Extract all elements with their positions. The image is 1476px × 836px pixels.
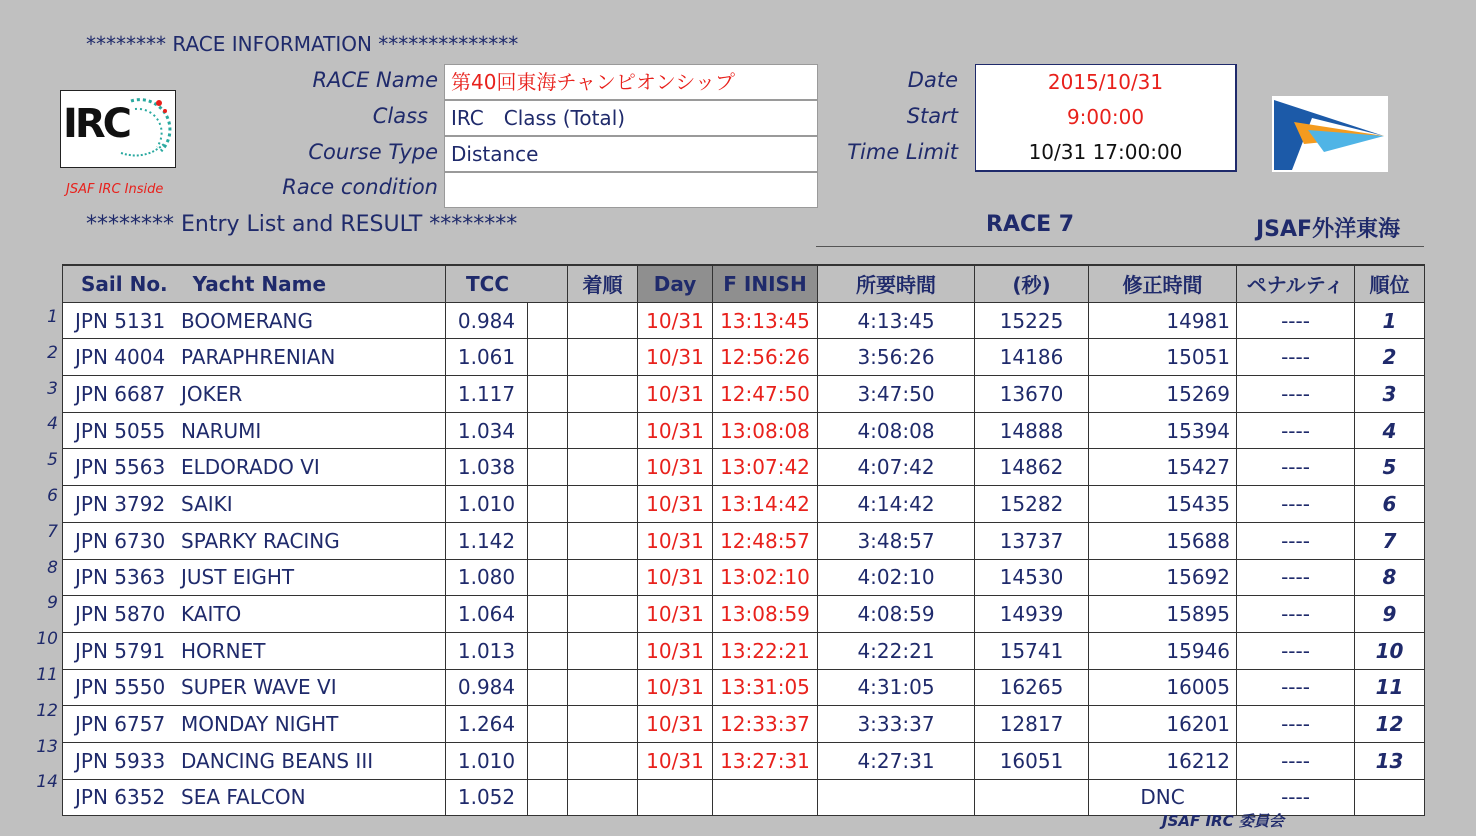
- sail-no: JPN 4004: [75, 345, 166, 370]
- spacer-cell: [528, 449, 568, 486]
- day-cell: 10/31: [638, 706, 713, 743]
- sail-yacht-cell: [63, 376, 446, 413]
- row-number: 14: [36, 772, 58, 793]
- row-number: 9: [47, 593, 58, 614]
- sail-no: JPN 5550: [75, 675, 166, 700]
- col-finish: F INISH: [713, 265, 818, 302]
- corrected-cell: 15692: [1089, 559, 1237, 596]
- sail-no: JPN 5363: [75, 565, 166, 590]
- col-yacht-name: Yacht Name: [192, 271, 327, 296]
- tcc-cell: 1.061: [446, 339, 528, 376]
- tcc-cell: 1.117: [446, 376, 528, 413]
- finish-cell: 13:08:08: [713, 412, 818, 449]
- chakujun-cell: [568, 742, 638, 779]
- chakujun-cell: [568, 302, 638, 339]
- elapsed-cell: 4:08:59: [818, 596, 975, 633]
- results-table: [62, 264, 1425, 816]
- row-number: 12: [36, 700, 58, 721]
- corrected-cell: 15895: [1089, 596, 1237, 633]
- course-type-label: Course Type: [308, 140, 438, 164]
- col-penalty: ペナルティ: [1237, 265, 1355, 302]
- sail-yacht-cell: [63, 522, 446, 559]
- rank-cell: 13: [1355, 742, 1425, 779]
- col-rank: 順位: [1355, 265, 1425, 302]
- yacht-name: PARAPHRENIAN: [181, 345, 336, 370]
- chakujun-cell: [568, 449, 638, 486]
- penalty-cell: ----: [1237, 779, 1355, 816]
- finish-cell: 13:02:10: [713, 559, 818, 596]
- elapsed-cell: 3:48:57: [818, 522, 975, 559]
- spacer-cell: [528, 706, 568, 743]
- finish-cell: 13:31:05: [713, 669, 818, 706]
- tcc-cell: 0.984: [446, 669, 528, 706]
- col-sail-yacht: [63, 265, 446, 302]
- day-cell: 10/31: [638, 486, 713, 523]
- spacer-cell: [528, 412, 568, 449]
- jsaf-logo: [1272, 96, 1388, 172]
- seconds-cell: 15225: [975, 302, 1089, 339]
- day-cell: 10/31: [638, 742, 713, 779]
- sail-no: JPN 5791: [75, 638, 166, 663]
- table-row: [63, 522, 1425, 559]
- corrected-cell: 15435: [1089, 486, 1237, 523]
- spacer-cell: [528, 559, 568, 596]
- chakujun-cell: [568, 632, 638, 669]
- class-value: IRC Class (Total): [444, 100, 818, 136]
- seconds-cell: 14530: [975, 559, 1089, 596]
- row-number: 5: [47, 450, 58, 471]
- finish-cell: [713, 779, 818, 816]
- yacht-name: NARUMI: [181, 418, 262, 443]
- sail-yacht-cell: [63, 632, 446, 669]
- sail-yacht-cell: [63, 339, 446, 376]
- time-limit-value: 10/31 17:00:00: [1028, 140, 1183, 164]
- seconds-cell: 14939: [975, 596, 1089, 633]
- sail-no: JPN 5055: [75, 418, 166, 443]
- table-row: [63, 449, 1425, 486]
- seconds-cell: 14888: [975, 412, 1089, 449]
- start-value: 9:00:00: [1066, 105, 1145, 129]
- table-row: [63, 559, 1425, 596]
- yacht-name: SPARKY RACING: [181, 528, 340, 553]
- header-divider: [816, 246, 1424, 247]
- sail-yacht-cell: [63, 412, 446, 449]
- irc-caption: JSAF IRC Inside: [66, 182, 164, 197]
- penalty-cell: ----: [1237, 559, 1355, 596]
- table-row: [63, 486, 1425, 523]
- corrected-cell: 16201: [1089, 706, 1237, 743]
- elapsed-cell: 4:13:45: [818, 302, 975, 339]
- corrected-cell: 15269: [1089, 376, 1237, 413]
- corrected-cell: 14981: [1089, 302, 1237, 339]
- spacer-cell: [528, 302, 568, 339]
- sail-no: JPN 6687: [75, 381, 166, 406]
- day-cell: 10/31: [638, 559, 713, 596]
- elapsed-cell: 4:31:05: [818, 669, 975, 706]
- seconds-cell: 13737: [975, 522, 1089, 559]
- penalty-cell: ----: [1237, 669, 1355, 706]
- table-row: [63, 339, 1425, 376]
- corrected-cell: 16212: [1089, 742, 1237, 779]
- tcc-cell: 1.034: [446, 412, 528, 449]
- seconds-cell: [975, 779, 1089, 816]
- table-row: [63, 302, 1425, 339]
- spacer-cell: [528, 669, 568, 706]
- sail-no: JPN 5933: [75, 748, 166, 773]
- col-corrected: 修正時間: [1089, 265, 1237, 302]
- rank-cell: 10: [1355, 632, 1425, 669]
- rank-cell: 9: [1355, 596, 1425, 633]
- tcc-cell: 1.080: [446, 559, 528, 596]
- date-value: 2015/10/31: [1047, 70, 1164, 94]
- finish-cell: 13:13:45: [713, 302, 818, 339]
- col-tcc: TCC: [446, 265, 568, 302]
- tcc-cell: 1.010: [446, 742, 528, 779]
- rank-cell: 3: [1355, 376, 1425, 413]
- elapsed-cell: 4:22:21: [818, 632, 975, 669]
- corrected-cell: 15394: [1089, 412, 1237, 449]
- yacht-name: BOOMERANG: [181, 308, 313, 333]
- seconds-cell: 16051: [975, 742, 1089, 779]
- seconds-cell: 15282: [975, 486, 1089, 523]
- chakujun-cell: [568, 412, 638, 449]
- table-row: [63, 376, 1425, 413]
- sail-no: JPN 5870: [75, 602, 166, 627]
- course-type-value: Distance: [444, 136, 818, 172]
- finish-cell: 12:47:50: [713, 376, 818, 413]
- tcc-cell: 1.064: [446, 596, 528, 633]
- table-row: [63, 412, 1425, 449]
- start-label: Start: [906, 104, 958, 128]
- spacer-cell: [528, 376, 568, 413]
- chakujun-cell: [568, 376, 638, 413]
- corrected-cell: 15946: [1089, 632, 1237, 669]
- sail-yacht-cell: [63, 486, 446, 523]
- footer-committee: JSAF IRC 委員会: [1162, 812, 1284, 830]
- chakujun-cell: [568, 522, 638, 559]
- spacer-cell: [528, 486, 568, 523]
- tcc-cell: 1.010: [446, 486, 528, 523]
- col-sail-no: Sail No.: [81, 271, 168, 296]
- col-chakujun: 着順: [568, 265, 638, 302]
- yacht-name: ELDORADO VI: [181, 455, 320, 480]
- race-number: RACE 7: [986, 212, 1075, 237]
- finish-cell: 13:07:42: [713, 449, 818, 486]
- row-number: 2: [47, 342, 58, 363]
- seconds-cell: 13670: [975, 376, 1089, 413]
- elapsed-cell: 4:02:10: [818, 559, 975, 596]
- yacht-name: HORNET: [181, 638, 266, 663]
- sail-no: JPN 5131: [75, 308, 166, 333]
- rank-cell: [1355, 779, 1425, 816]
- corrected-cell: 16005: [1089, 669, 1237, 706]
- seconds-cell: 16265: [975, 669, 1089, 706]
- day-cell: 10/31: [638, 669, 713, 706]
- sail-yacht-cell: [63, 706, 446, 743]
- sail-yacht-cell: [63, 449, 446, 486]
- sail-yacht-cell: [63, 596, 446, 633]
- penalty-cell: ----: [1237, 302, 1355, 339]
- race-schedule-box: [975, 64, 1237, 172]
- table-row: [63, 596, 1425, 633]
- penalty-cell: ----: [1237, 632, 1355, 669]
- sail-no: JPN 6730: [75, 528, 166, 553]
- table-row: [63, 742, 1425, 779]
- day-cell: 10/31: [638, 412, 713, 449]
- elapsed-cell: 3:56:26: [818, 339, 975, 376]
- spacer-cell: [528, 779, 568, 816]
- seconds-cell: 14862: [975, 449, 1089, 486]
- race-name-label: RACE Name: [312, 68, 438, 92]
- tcc-cell: 1.013: [446, 632, 528, 669]
- finish-cell: 12:48:57: [713, 522, 818, 559]
- penalty-cell: ----: [1237, 486, 1355, 523]
- tcc-cell: 1.052: [446, 779, 528, 816]
- chakujun-cell: [568, 596, 638, 633]
- spacer-cell: [528, 742, 568, 779]
- row-number: 6: [47, 486, 58, 506]
- col-seconds: (秒): [975, 265, 1089, 302]
- penalty-cell: ----: [1237, 706, 1355, 743]
- date-label: Date: [907, 68, 958, 92]
- row-number: 11: [36, 665, 58, 685]
- elapsed-cell: 3:47:50: [818, 376, 975, 413]
- sail-no: JPN 6757: [75, 712, 166, 737]
- rank-cell: 7: [1355, 522, 1425, 559]
- row-number: 4: [47, 414, 58, 435]
- sail-yacht-cell: [63, 779, 446, 816]
- sail-yacht-cell: [63, 559, 446, 596]
- yacht-name: JUST EIGHT: [181, 565, 295, 590]
- race-name-value: 第40回東海チャンピオンシップ: [444, 64, 818, 100]
- tcc-cell: 1.038: [446, 449, 528, 486]
- time-limit-label: Time Limit: [847, 140, 958, 164]
- day-cell: 10/31: [638, 522, 713, 559]
- corrected-cell: 15051: [1089, 339, 1237, 376]
- spacer-cell: [528, 632, 568, 669]
- day-cell: 10/31: [638, 632, 713, 669]
- finish-cell: 12:56:26: [713, 339, 818, 376]
- yacht-name: MONDAY NIGHT: [181, 712, 339, 737]
- rank-cell: 11: [1355, 669, 1425, 706]
- yacht-name: SEA FALCON: [181, 785, 306, 810]
- table-row: [63, 669, 1425, 706]
- corrected-cell: 15688: [1089, 522, 1237, 559]
- yacht-name: JOKER: [181, 381, 243, 406]
- chakujun-cell: [568, 486, 638, 523]
- penalty-cell: ----: [1237, 449, 1355, 486]
- seconds-cell: 12817: [975, 706, 1089, 743]
- tcc-cell: 1.142: [446, 522, 528, 559]
- finish-cell: 13:08:59: [713, 596, 818, 633]
- finish-cell: 13:14:42: [713, 486, 818, 523]
- row-number: 8: [47, 557, 58, 578]
- rank-cell: 5: [1355, 449, 1425, 486]
- row-number: 3: [47, 378, 58, 399]
- elapsed-cell: [818, 779, 975, 816]
- penalty-cell: ----: [1237, 742, 1355, 779]
- chakujun-cell: [568, 559, 638, 596]
- seconds-cell: 15741: [975, 632, 1089, 669]
- day-cell: 10/31: [638, 376, 713, 413]
- day-cell: 10/31: [638, 302, 713, 339]
- organizer: JSAF外洋東海: [1256, 217, 1401, 242]
- rank-cell: 8: [1355, 559, 1425, 596]
- irc-logo-text: IRC: [63, 101, 130, 147]
- tcc-cell: 0.984: [446, 302, 528, 339]
- sail-yacht-cell: [63, 742, 446, 779]
- row-number: 13: [36, 736, 58, 757]
- day-cell: 10/31: [638, 449, 713, 486]
- yacht-name: SAIKI: [181, 491, 233, 516]
- penalty-cell: ----: [1237, 376, 1355, 413]
- sail-yacht-cell: [63, 302, 446, 339]
- col-elapsed: 所要時間: [818, 265, 975, 302]
- row-number: 10: [36, 629, 58, 650]
- sail-yacht-cell: [63, 669, 446, 706]
- race-condition-value: [444, 172, 818, 208]
- tcc-cell: 1.264: [446, 706, 528, 743]
- elapsed-cell: 3:33:37: [818, 706, 975, 743]
- corrected-cell: DNC: [1089, 779, 1237, 816]
- spacer-cell: [528, 522, 568, 559]
- finish-cell: 13:27:31: [713, 742, 818, 779]
- penalty-cell: ----: [1237, 522, 1355, 559]
- row-number: 1: [47, 307, 58, 327]
- table-header-row: [63, 265, 1425, 302]
- finish-cell: 12:33:37: [713, 706, 818, 743]
- spacer-cell: [528, 339, 568, 376]
- elapsed-cell: 4:27:31: [818, 742, 975, 779]
- irc-logo: [60, 90, 176, 168]
- chakujun-cell: [568, 779, 638, 816]
- penalty-cell: ----: [1237, 339, 1355, 376]
- chakujun-cell: [568, 706, 638, 743]
- sail-no: JPN 3792: [75, 491, 166, 516]
- yacht-name: SUPER WAVE VI: [181, 675, 337, 700]
- sail-no: JPN 6352: [75, 785, 166, 810]
- yacht-name: KAITO: [181, 602, 242, 627]
- table-row: [63, 706, 1425, 743]
- penalty-cell: ----: [1237, 412, 1355, 449]
- rank-cell: 6: [1355, 486, 1425, 523]
- elapsed-cell: 4:08:08: [818, 412, 975, 449]
- rank-cell: 1: [1355, 302, 1425, 339]
- yacht-name: DANCING BEANS III: [181, 748, 374, 773]
- day-cell: 10/31: [638, 596, 713, 633]
- col-day: Day: [638, 265, 713, 302]
- seconds-cell: 14186: [975, 339, 1089, 376]
- table-row: [63, 632, 1425, 669]
- race-condition-label: Race condition: [282, 175, 438, 199]
- rank-cell: 4: [1355, 412, 1425, 449]
- spacer-cell: [528, 596, 568, 633]
- chakujun-cell: [568, 669, 638, 706]
- corrected-cell: 15427: [1089, 449, 1237, 486]
- elapsed-cell: 4:07:42: [818, 449, 975, 486]
- rank-cell: 12: [1355, 706, 1425, 743]
- class-label: Class: [372, 104, 428, 128]
- entry-list-title: ******** Entry List and RESULT ********: [86, 212, 518, 237]
- chakujun-cell: [568, 339, 638, 376]
- row-number: 7: [47, 521, 58, 542]
- race-information-title: ******** RACE INFORMATION **************: [86, 32, 519, 56]
- finish-cell: 13:22:21: [713, 632, 818, 669]
- day-cell: [638, 779, 713, 816]
- penalty-cell: ----: [1237, 596, 1355, 633]
- sail-no: JPN 5563: [75, 455, 166, 480]
- elapsed-cell: 4:14:42: [818, 486, 975, 523]
- day-cell: 10/31: [638, 339, 713, 376]
- rank-cell: 2: [1355, 339, 1425, 376]
